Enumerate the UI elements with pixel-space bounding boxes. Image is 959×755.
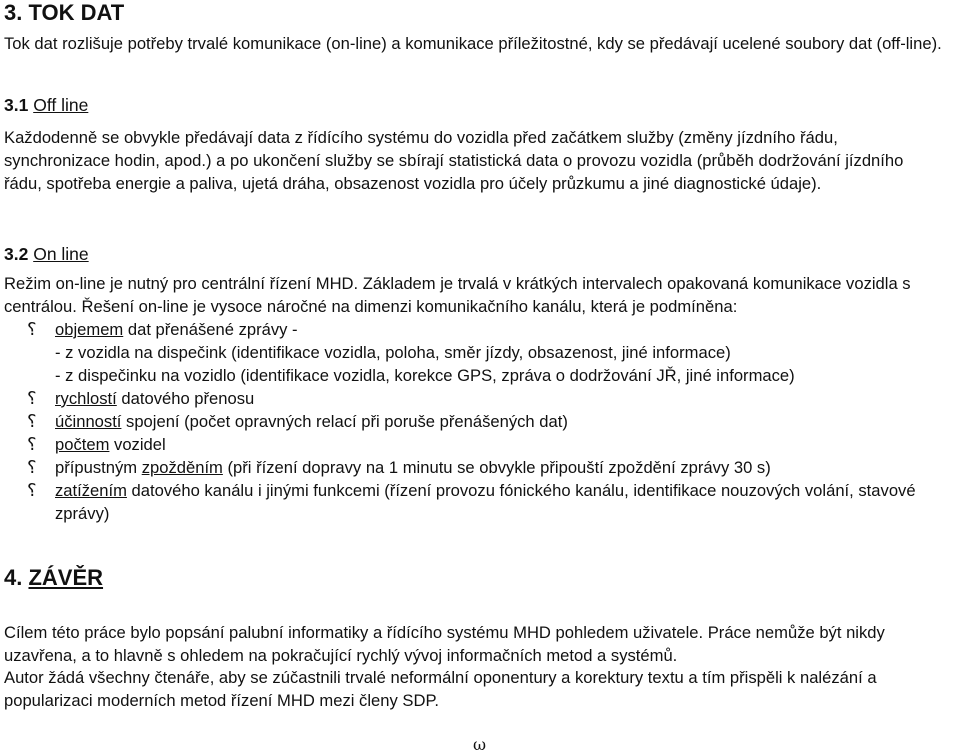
list-text: spojení (počet opravných relací při poruše přenášených dat) bbox=[121, 412, 568, 431]
list-keyword: rychlostí bbox=[55, 389, 117, 408]
list-keyword: zpožděním bbox=[141, 458, 223, 477]
section-3-intro: Tok dat rozlišuje potřeby trvalé komunikace (on-line) a komunikace příležitostné, kdy se předávají ucelené soubory dat (off-line). bbox=[4, 34, 942, 53]
list-keyword: účinností bbox=[55, 412, 122, 431]
conclusion-paragraph-1: Cílem této práce bylo popsání palubní informatiky a řídícího systému MHD pohledem uživatele. Práce nemůže být nikdy uzavřena, a to hlavně s ohledem na pokračující rychlý vývoj informačních metod a systémů. bbox=[4, 623, 885, 665]
list-text: přípustným bbox=[55, 458, 142, 477]
section-3-heading: 3. TOK DAT bbox=[4, 0, 125, 25]
bullet-glyph: ⸮ bbox=[27, 388, 37, 409]
list-item-volume bbox=[0, 318, 950, 341]
subsection-3-2-heading: 3.2 On line bbox=[4, 244, 89, 264]
offline-paragraph: Každodenně se obvykle předávají data z řídícího systému do vozidla před začátkem služby (změny jízdního řádu, synchronizace hodin, apod.) a po ukončení služby se sbírají statistická data o provozu vozidla (průběh dodržování jízdního řádu, spotřeba energie a paliva, ujetá dráha, obsazenost vozidla pro účely průzkumu a jiné diagnostické údaje). bbox=[4, 128, 904, 193]
list-text: vozidel bbox=[109, 435, 166, 454]
list-item-load bbox=[0, 479, 950, 525]
conclusion-paragraph-2: Autor žádá všechny čtenáře, aby se zúčastnili trvalé neformální oponentury a korektury textu a tím přispěli k nalézání a popularizaci moderních metod řízení MHD mezi členy SDP. bbox=[4, 668, 877, 710]
list-text: dat přenášené zprávy - bbox=[123, 320, 298, 339]
volume-detail-line: - z vozidla na dispečink (identifikace vozidla, poloha, směr jízdy, obsazenost, jiné informace) bbox=[55, 343, 731, 362]
subsection-3-1-heading: 3.1 Off line bbox=[4, 95, 89, 115]
list-keyword: zatížením bbox=[55, 481, 127, 500]
requirements-list bbox=[0, 318, 950, 525]
list-item-speed bbox=[0, 387, 950, 410]
bullet-glyph: ⸮ bbox=[27, 434, 37, 455]
list-text: datového kanálu i jinými funkcemi (řízení provozu fónického kanálu, identifikace nouzových volání, stavové zprávy) bbox=[55, 481, 916, 523]
list-item-delay bbox=[0, 456, 950, 479]
list-keyword: objemem bbox=[55, 320, 124, 339]
list-text: datového přenosu bbox=[116, 389, 255, 408]
section-4-heading: 4. ZÁVĚR bbox=[4, 565, 104, 590]
online-paragraph: Režim on-line je nutný pro centrální řízení MHD. Základem je trvalá v krátkých intervalech opakovaná komunikace vozidla s centrálou. Řešení on-line je vysoce náročné na dimenzi komunikačního kanálu, která je podmíněna: bbox=[4, 274, 911, 316]
list-item-vehicle-count bbox=[0, 433, 950, 456]
bullet-glyph: ⸮ bbox=[27, 319, 37, 340]
volume-detail-line: - z dispečinku na vozidlo (identifikace vozidla, korekce GPS, zpráva o dodržování JŘ, jiné informace) bbox=[55, 366, 795, 385]
list-text: (při řízení dopravy na 1 minutu se obvykle připouští zpoždění zprávy 30 s) bbox=[222, 458, 771, 477]
bullet-glyph: ⸮ bbox=[27, 457, 37, 478]
bullet-glyph: ⸮ bbox=[27, 480, 37, 501]
bullet-glyph: ⸮ bbox=[27, 411, 37, 432]
list-keyword: počtem bbox=[55, 435, 110, 454]
list-item-efficiency bbox=[0, 410, 950, 433]
page-footer-mark: ω bbox=[473, 735, 487, 754]
